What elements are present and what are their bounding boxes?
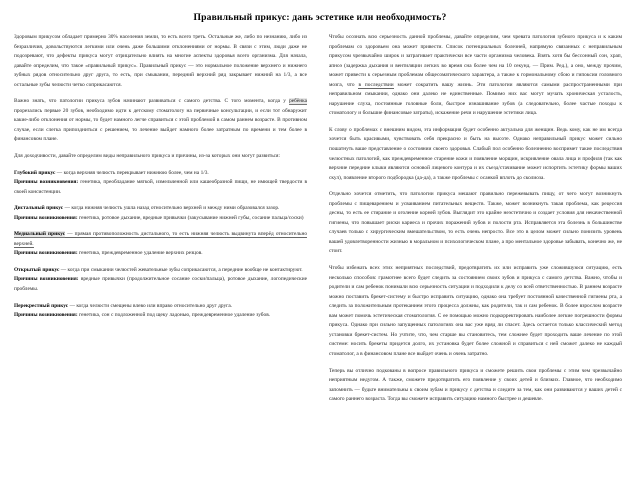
page-title: Правильный прикус: дань эстетике или необходимость?: [193, 12, 447, 23]
bite-type-causes-text: генетика, преобладание мягкой, измельченной или кашеобразной пищи, не имющей твердости в своей консистенции.: [14, 179, 307, 195]
right-paragraph-1: [329, 33, 622, 119]
bite-type-causes: [14, 214, 307, 224]
bite-type-definition: — прямая противоположность дистального, то есть нижняя челюсть выдвинута вперёд относительно верхней.: [14, 231, 307, 247]
right-column: [329, 33, 622, 412]
left-paragraph-2-part2: прорезались первые 20 зубов, необходимо идти к детскому стоматологу на первичные консультации, и если тот обнаружит какие-либо отклонения от нормы, то будет намного легче справиться с этой проблемой в самом раннем возрасте. В противном случае, если слегка припоздниться с решением, то лечение выйдет намного более затратным по времени и тем более в финансовом плане.: [14, 107, 307, 143]
bite-type-entry: [14, 302, 307, 312]
bite-type-entry: [14, 266, 307, 276]
right-paragraph-1-part2: может сократить вашу жизнь. Эти патологии являются самыми распространенными при неправильном смыкании, однако они далеко не единственные. Помимо них вас могут мучать хроническая усталость, нарушение слуха, постоянные головные боли, быстрое изнашивание зубов (а следовательно, более частые походы к стоматологу и большие финансовые затраты), искажение речи и нарушение эстетики лица.: [329, 81, 622, 117]
bite-type-definition: — когда нижняя челюсть ушла назад относительно верхней и между ними образовался зазор.: [63, 205, 280, 212]
underlined-phrase-vposledstvii: в последствии: [358, 81, 394, 88]
bite-type-definition: — когда верхняя челюсть перекрывает нижнюю более, чем на 1/3.: [55, 169, 209, 176]
bite-type-causes-text: генетика, сон с подложенной под щеку ладонью, преждевременное удаление зубов.: [77, 312, 271, 319]
bite-type-causes-text: генетика, преждевременное удаление верхних резцов.: [77, 250, 203, 257]
bite-type-causes: [14, 311, 307, 321]
highlighted-word-rebenka: ребёнка: [289, 98, 307, 105]
bite-type-name: Перекрестный прикус: [14, 302, 69, 309]
bite-type-causes-label: Причины возникновения:: [14, 250, 78, 257]
right-paragraph-3: Отдельно хочется отметить, что патологии прикуса мешают правильно пережевывать пищу, от чего могут возникнуть проблемы с пищеварением и усваиванием питательных веществ. Также, может возникнуть такая проблема, как рецессия десны, то есть ее стирание и оголение корней зубов. Выглядит это крайне неэстетично и создает условия для некачественной гигиены, что повышает риски кариеса и прочих поражений зубов и полости рта. Исправляется эта болезнь в большинстве случаев только с хирургическим вмешательством, то есть очень непросто. Все это в целом может сильно понизить уровень вашей удовлетворенности жизнью в моральном и психологическом плане, а про ментальное здоровье забывать, конечно же, не стоит.: [329, 191, 622, 255]
bite-type-definition: — когда при смыкании челюстей жевательные зубы соприкасаются, а передние вообще не контактируют.: [59, 266, 303, 273]
bite-type-entry: [14, 169, 307, 179]
bite-type-name: Глубокий прикус: [14, 169, 56, 176]
left-column: [14, 33, 307, 328]
two-column-body: [14, 33, 626, 481]
bite-type-causes: [14, 275, 307, 294]
bite-type-causes-label: Причины возникновения:: [14, 214, 78, 221]
left-paragraph-1: Здоровым прикусом обладает примерно 30% населения земли, то есть всего треть. Остальные же, либо по незнанию, либо из безразличия, довольствуются легкими или очень даже большими отклонениями от нормы. В связи с этим, люди даже не подозревают, что дефекты прикуса могут отрицательно влиять на многие аспекты здоровья всего организма. Для начала, давайте определим, что такое «правильный прикус». Правильный прикус — это нормальное положение верхнего и нижнего зубных рядов относительно друг друга, то есть, при смыкании, передний верхний ряд закрывает нижний на 1/3, а все остальные зубы челюсти четко соприкасаются.: [14, 34, 307, 88]
bite-type-causes-text: вредные привычки (продолжительное сосание соски/пальца), ротовое дыхание, логопедические проблемы.: [14, 276, 307, 293]
bite-type-causes-text: генетика, ротовое дыхание, вредные привычки (закусывание нижней губы, сосание пальца/соски): [77, 214, 304, 221]
bite-type-causes-label: Причины возникновения:: [14, 276, 79, 283]
right-paragraph-1-part1: Чтобы осознать всю серьезность данной проблемы, давайте определим, чем чревата патология зубного прикуса и к каким проблемам со здоровьем она может привести. Список потенциальных болезней, напрямую связанных с неправильным прикусом чрезвычайно широк и затрагивает практически все части организма человека. Взять хотя бы бессонный сон, храп, апноэ (задержка дыхания и вентиляции легких во время сна более чем на 10 секунд. — Прим. Ред.), а оно, между прочим, может привести к серьезным проблемам общесоматического характера, а также к гормональному сбою и гипоксии головного мозга, что: [329, 34, 622, 88]
bite-type-definition: — когда челюсти смещены влево или вправо относительно друг друга.: [68, 302, 233, 309]
left-paragraph-3: Для доходчивости, давайте определим виды неправильного прикуса и причины, из-за которых они могут развиться:: [14, 153, 280, 160]
bite-type-entry: [14, 230, 307, 249]
bite-type-entry: [14, 204, 307, 214]
bite-type-causes-label: Причины возникновения:: [14, 179, 79, 186]
bite-type-name: Дистальный прикус: [14, 205, 64, 212]
bite-type-causes: [14, 178, 307, 197]
right-paragraph-5: Теперь вы отлично подкованы в вопросе правильного прикуса и сможете решить свои проблемы с этим чем чрезвычайно неприятным недугом. А также, сможете предотвратить его появление у своих детей и близких. Главное, что необходимо запомнить — будьте внимательны к своим зубам и прикусу с детства и следите за тем, как они развиваются у ваших детей с самого раннего возраста. Тогда вы сможете исправить ситуацию намного быстрее и дешевле.: [329, 367, 622, 403]
bite-type-name: Медиальный прикус: [14, 231, 66, 238]
left-paragraph-2-part1: Важно знать, что патологии прикуса зубов начинают развиваться с самого детства. С того момента, когда у: [14, 98, 290, 105]
bite-type-name: Открытый прикус: [14, 266, 60, 273]
right-paragraph-4: Чтобы избежать всех этих неприятных последствий, предотвратить их или исправить уже сложившуюся ситуацию, есть несколько способов: грамотнее всего будет следить за состоянием своих зубов и прикуса с самого детства. Важно, чтобы и родители и сам ребенок понимали всю серьезность ситуации и подходили к делу со всей ответственностью. В раннем возрасте можно поставить брекет-систему и быстро исправить ситуацию, однако она требует постоянной качественной гигиены рта, а следить за положительным протеканием этого процесса должны, как родители, так и сам ребенок. В более взрослом возрасте вам может помочь эстетическая стоматология. С ее помощью можно подкорректировать наиболее легкие погрешности формы прикуса. Однако при сильно запущенных патологиях она вас уже вряд ли спасет. Здесь остается только классический метод установки брекет-систем. Но учтите, что, чем старше вы становитесь, тем сложнее будет проходить ваше лечение по этой системе: носить брекеты придется долго, их установка будет более сложной и справиться с ней сможет далеко не каждый стоматолог, а в финансовом плане все выйдет очень и очень затратно.: [329, 265, 622, 357]
right-paragraph-2: К слову о проблемах с внешним видом, эта информация будет особенно актуальна для женщин. Ведь кому, как не им всегда хочется быть красивыми, чувствовать себя прекрасно и быть на высоте. Однако неправильный прикус может сильно пошатнуть ваше представление о состоянии своего здоровья. Слабый пол особенно болезненно воспримет такие последствия челюстных патологий, как преждевременное старение кожи и появление морщин, искривление овала лица и профиля (так как верхние передние клыки являются основой лицевого контура и их съезд/стачивание может испортить эстетику формы ваших скул), появление второго подбородка (да-да), а также проблемы с осанкой вплоть до сколиоза.: [329, 126, 622, 181]
bite-type-causes-label: Причины возникновения:: [14, 312, 78, 319]
bite-type-causes: [14, 249, 307, 259]
left-paragraph-2: [14, 97, 307, 145]
